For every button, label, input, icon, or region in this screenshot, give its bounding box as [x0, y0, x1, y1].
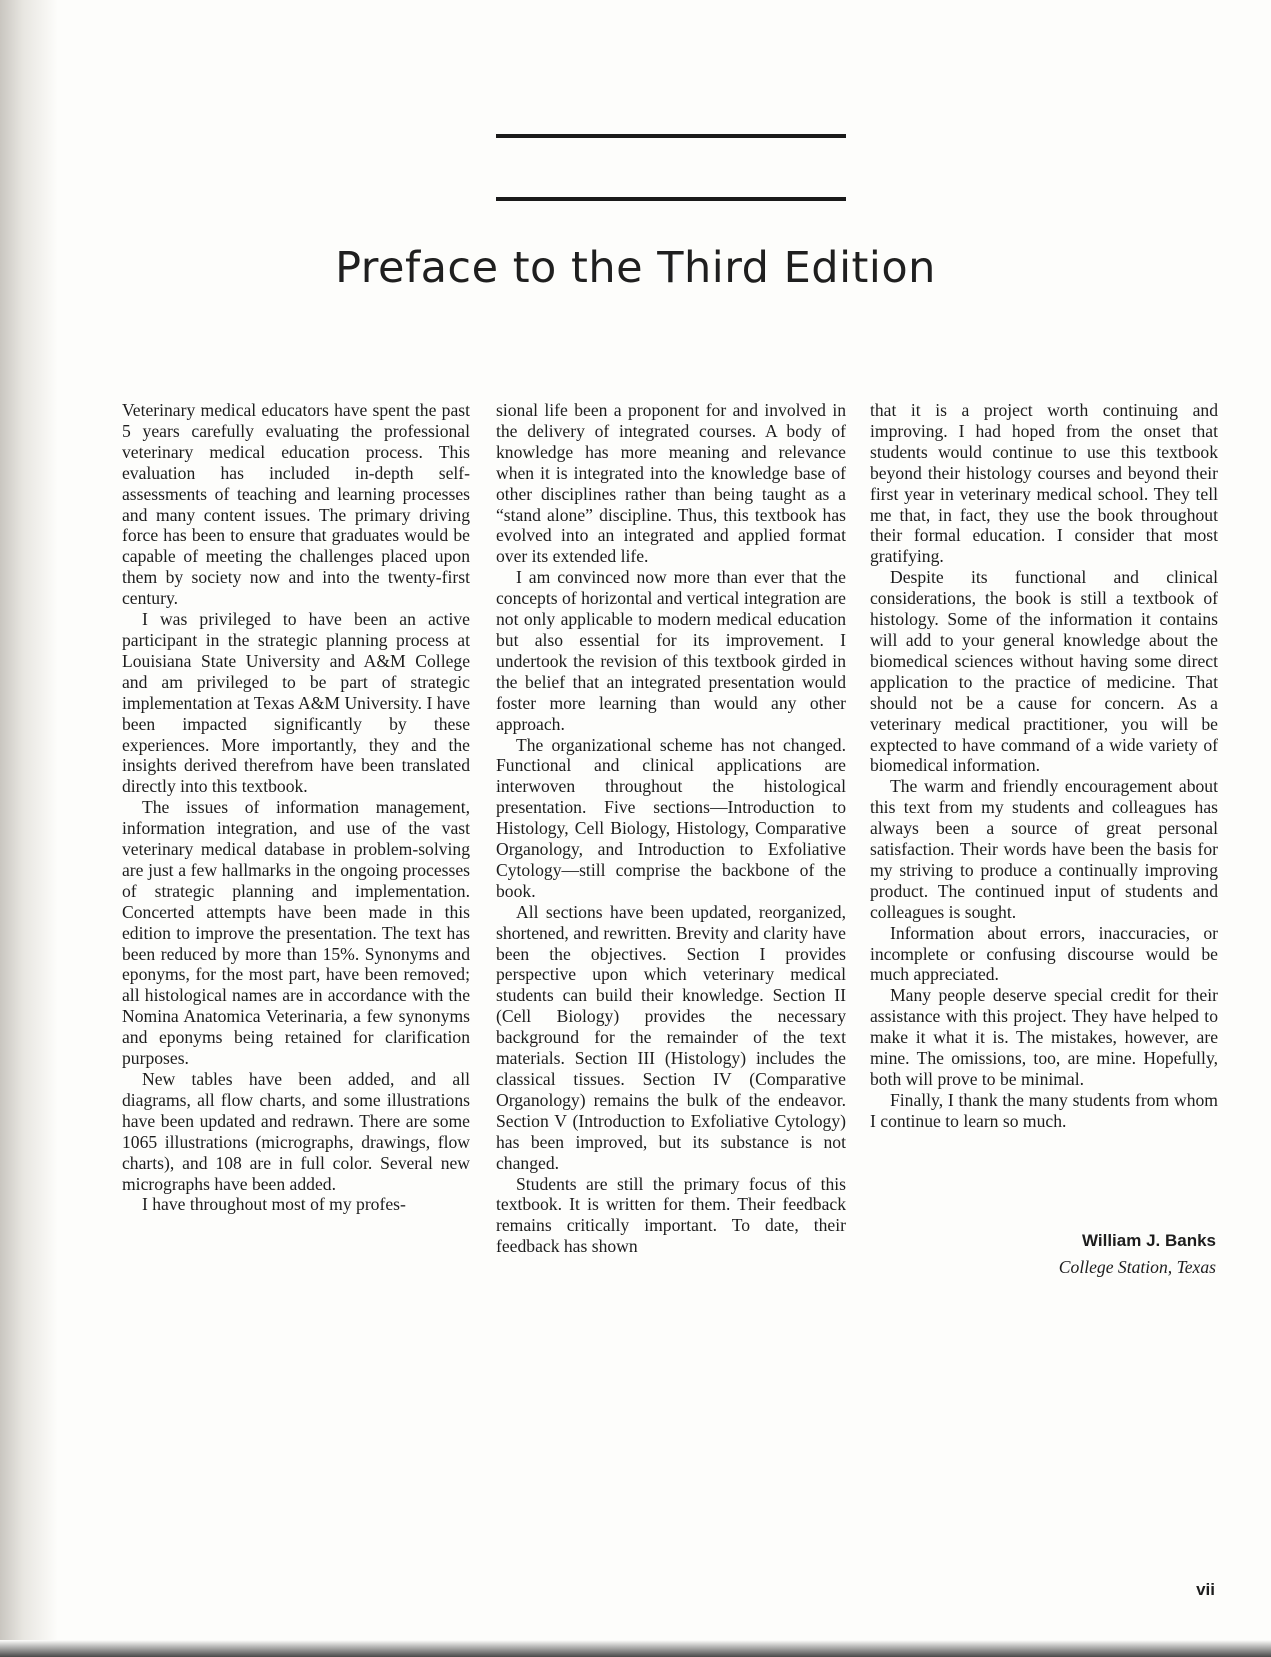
paragraph: New tables have been added, and all diagrams, all flow charts, and some illustrations have been updated and redrawn. There are some 1065 illustrations (micrographs, drawings, flow charts), and 108 are in full color. Several new micrographs have been added. [122, 1069, 470, 1194]
text-column-1 [122, 400, 470, 1215]
paragraph: Information about errors, inaccuracies, or incomplete or confusing discourse would be much appreciated. [870, 922, 1218, 985]
paragraph: I was privileged to have been an active participant in the strategic planning process at Louisiana State University and A&M College and am privileged to be part of strategic implementation at Texas A&M University. I have been impacted significantly by these experiences. More importantly, they and the insights derived therefrom have been translated directly into this textbook. [122, 609, 470, 797]
paragraph: I am convinced now more than ever that the concepts of horizontal and vertical integration are not only applicable to modern medical education but also essential for its improvement. I undertook the revision of this textbook girded in the belief that an integrated presentation would foster more learning than would any other approach. [496, 567, 846, 734]
paragraph: Finally, I thank the many students from whom I continue to learn so much. [870, 1089, 1218, 1131]
top-rule [496, 134, 846, 138]
page-number: vii [1196, 1580, 1215, 1599]
paragraph: Veterinary medical educators have spent the past 5 years carefully evaluating the professional veterinary medical education process. This evaluation has included in-depth self-assessments of teaching and learning processes and many content issues. The primary driving force has been to ensure that graduates would be capable of meeting the challenges placed upon them by society now and into the twenty-first century. [122, 400, 470, 609]
text-column-3 [870, 400, 1218, 1132]
paragraph: The warm and friendly encouragement about this text from my students and colleagues has always been a source of great personal satisfaction. Their words have been the basis for my striving to produce a continually improving product. The continued input of students and colleagues is sought. [870, 776, 1218, 922]
page-title: Preface to the Third Edition [335, 243, 936, 293]
paragraph: The organizational scheme has not changed. Functional and clinical applications are interwoven throughout the histological presentation. Five sections—Introduction to Histology, Cell Biology, Histology, Comparative Organology, and Introduction to Exfoliative Cytology—still comprise the backbone of the book. [496, 734, 846, 901]
paragraph: The issues of information management, information integration, and use of the vast veterinary medical database in problem-solving are just a few hallmarks in the ongoing processes of strategic planning and implementation. Concerted attempts have been made in this edition to improve the presentation. The text has been reduced by more than 15%. Synonyms and eponyms, for the most part, have been removed; all histological names are in accordance with the Nomina Anatomica Veterinaria, a few synonyms and eponyms being retained for clarification purposes. [122, 797, 470, 1069]
paragraph: I have throughout most of my profes- [142, 1194, 406, 1215]
second-rule [496, 197, 846, 201]
signature-block [870, 1228, 1216, 1280]
author-name: William J. Banks [1081, 1231, 1216, 1250]
author-location: College Station, Texas [1058, 1257, 1216, 1277]
paragraph: Students are still the primary focus of this textbook. It is written for them. Their feedback remains critically important. To date, their feedback has shown [496, 1173, 846, 1257]
paragraph: All sections have been updated, reorganized, shortened, and rewritten. Brevity and clarity have been the objectives. Section I provides perspective upon which veterinary medical students can build their knowledge. Section II (Cell Biology) provides the necessary background for the remainder of the text materials. Section III (Histology) includes the classical tissues. Section IV (Comparative Organology) remains the bulk of the endeavor. Section V (Introduction to Exfoliative Cytology) has been improved, but its substance is not changed. [496, 901, 846, 1173]
paragraph: that it is a project worth continuing and improving. I had hoped from the onset that students would continue to use this textbook beyond their histology courses and beyond their first year in veterinary medical school. They tell me that, in fact, they use the book throughout their formal education. I consider that most gratifying. [870, 400, 1218, 567]
paragraph: Despite its functional and clinical considerations, the book is still a textbook of histology. Some of the information it contains will add to your general knowledge about the biomedical sciences without having some direct application to the practice of medicine. That should not be a cause for concern. As a veterinary medical practitioner, you will be exptected to have command of a wide variety of biomedical information. [870, 567, 1218, 776]
paragraph: Many people deserve special credit for their assistance with this project. They have helped to make it what it is. The mistakes, however, are mine. The omissions, too, are mine. Hopefully, both will prove to be minimal. [870, 985, 1218, 1089]
text-column-2 [496, 400, 846, 1257]
paragraph: sional life been a proponent for and involved in the delivery of integrated courses. A body of knowledge has more meaning and relevance when it is integrated into the knowledge base of other disciplines rather than being taught as a “stand alone” discipline. Thus, this textbook has evolved into an integrated and applied format over its extended life. [496, 400, 846, 567]
page-bottom-edge [0, 1640, 1271, 1657]
